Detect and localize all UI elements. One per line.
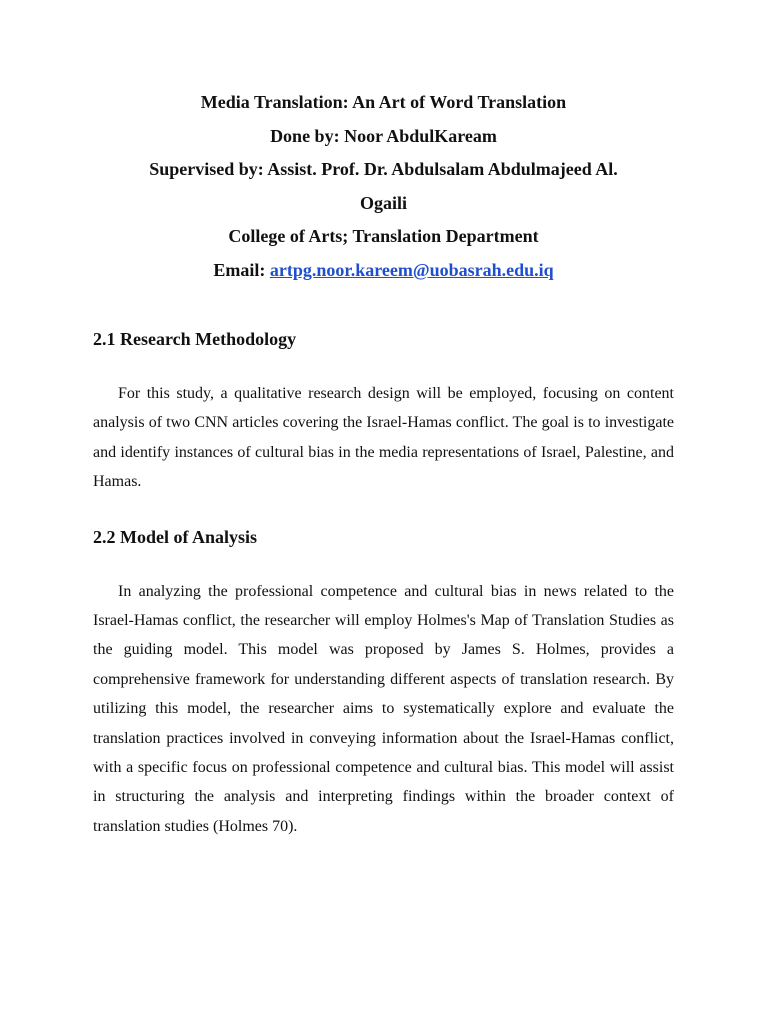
title-block — [93, 86, 674, 287]
document-title: Media Translation: An Art of Word Translation — [200, 92, 567, 112]
research-methodology-paragraph: For this study, a qualitative research design will be employed, focusing on content analysis of two CNN articles covering the Israel-Hamas conflict. The goal is to investigate and identify instances of cultural bias in the media representations of Israel, Palestine, and Hamas. — [93, 385, 674, 491]
supervisor-line-continuation: Ogaili — [359, 192, 407, 213]
model-of-analysis-paragraph: In analyzing the professional competence and cultural bias in news related to the Israel-Hamas conflict, the researcher will employ Holmes's Map of Translation Studies as the guiding model. This model was proposed by James S. Holmes, provides a comprehensive framework for understanding different aspects of translation research. By utilizing this model, the researcher aims to systematically explore and evaluate the translation practices involved in conveying information about the Israel-Hamas conflict, with a specific focus on professional competence and cultural bias. This model will assist in structuring the analysis and interpreting findings within the broader context of translation studies (Holmes 70). — [93, 582, 674, 835]
email-label: Email: — [213, 259, 266, 280]
section-heading-model-of-analysis: 2.2 Model of Analysis — [93, 526, 258, 547]
college-line: College of Arts; Translation Department — [228, 226, 539, 246]
document-page — [93, 86, 674, 841]
supervisor-line: Supervised by: Assist. Prof. Dr. Abdulsalam Abdulmajeed Al. — [149, 159, 618, 179]
author-line: Done by: Noor AbdulKaream — [270, 125, 497, 146]
email-line — [93, 254, 674, 288]
section-heading-research-methodology: 2.1 Research Methodology — [93, 329, 297, 349]
email-link[interactable]: artpg.noor.kareem@uobasrah.edu.iq — [269, 259, 554, 280]
